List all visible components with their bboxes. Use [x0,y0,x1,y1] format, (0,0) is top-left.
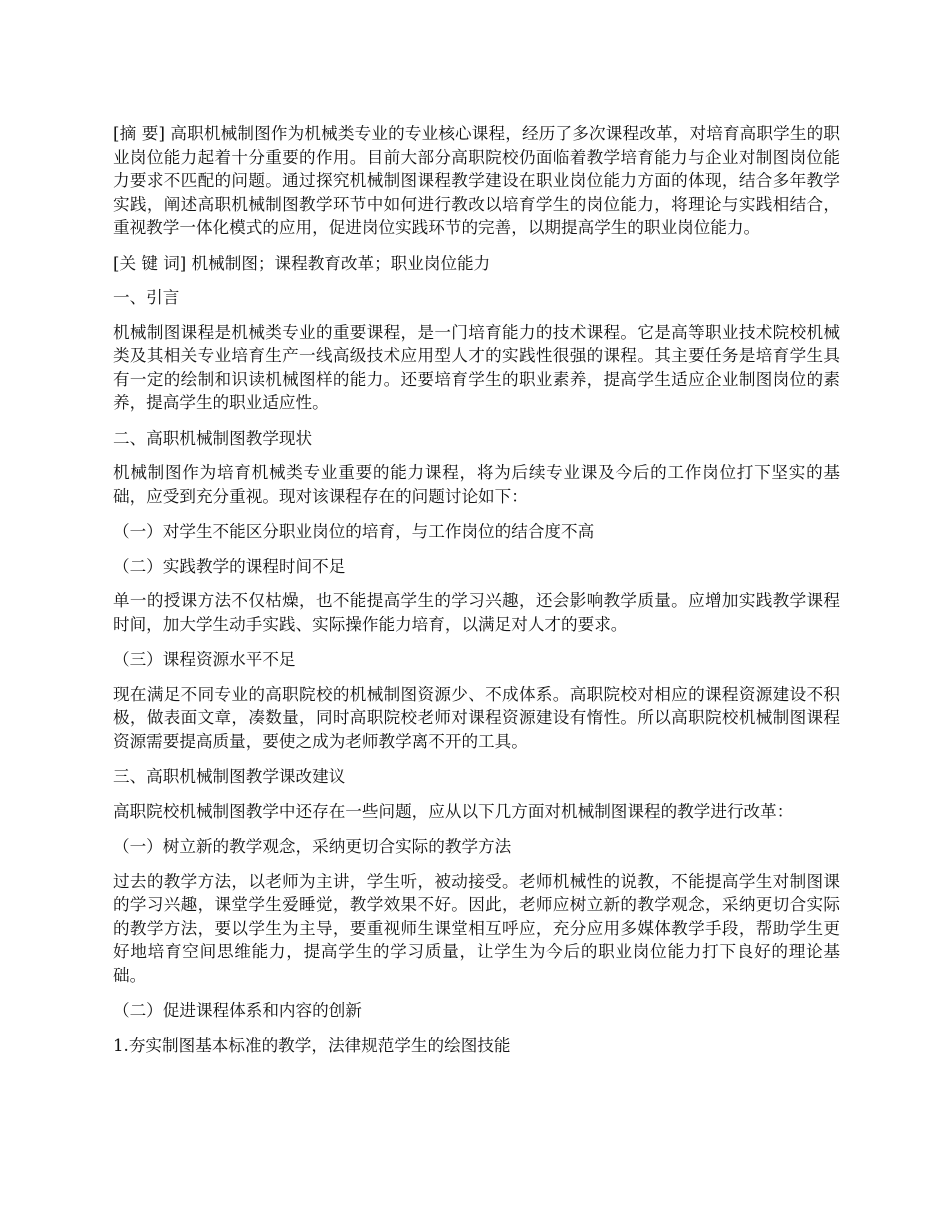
body-paragraph: 现在满足不同专业的高职院校的机械制图资源少、不成体系。高职院校对相应的课程资源建设不积极，做表面文章，凑数量，同时高职院校老师对课程资源建设有惰性。所以高职院校机械制图课程资源需要提高质量，要使之成为老师教学离不开的工具。 [113,684,840,751]
numbered-heading: 1.夯实制图基本标准的教学，法律规范学生的绘图技能 [113,1035,511,1055]
abstract-paragraph: [摘 要] 高职机械制图作为机械类专业的专业核心课程，经历了多次课程改革，对培育高职学生的职业岗位能力起着十分重要的作用。目前大部分高职院校仍面临着教学培育能力与企业对制图岗位能力要求不匹配的问题。通过探究机械制图课程教学建设在职业岗位能力方面的体现，结合多年教学实践，阐述高职机械制图教学环节中如何进行教改以培育学生的岗位能力，将理论与实践相结合，重视教学一体化模式的应用，促进岗位实践环节的完善，以期提高学生的职业岗位能力。 [113,124,840,237]
body-paragraph: 高职院校机械制图教学中还存在一些问题，应从以下几方面对机械制图课程的教学进行改革： [113,801,794,821]
keywords-line: [关 键 词] 机械制图；课程教育改革；职业岗位能力 [113,253,491,273]
subsection-heading: （一）树立新的教学观念，采纳更切合实际的教学方法 [113,837,512,856]
section-heading-status: 二、高职机械制图教学现状 [113,428,313,448]
body-paragraph: 单一的授课方法不仅枯燥，也不能提高学生的学习兴趣，还会影响教学质量。应增加实践教学课程时间，加大学生动手实践、实际操作能力培育，以满足对人才的要求。 [113,591,840,634]
body-paragraph: 过去的教学方法，以老师为主讲，学生听，被动接受。老师机械性的说教，不能提高学生对制图课的学习兴趣，课堂学生爱睡觉，教学效果不好。因此，老师应树立新的教学观念，采纳更切合实际的教学方法，要以学生为主导，要重视师生课堂相互呼应，充分应用多媒体教学手段，帮助学生更好地培育空间思维能力，提高学生的学习质量，让学生为今后的职业岗位能力打下良好的理论基础。 [113,871,840,985]
section-heading-intro: 一、引言 [113,288,180,307]
body-paragraph: 机械制图作为培育机械类专业重要的能力课程，将为后续专业课及今后的工作岗位打下坚实的基础，应受到充分重视。现对该课程存在的问题讨论如下： [113,463,840,506]
body-paragraph: 机械制图课程是机械类专业的重要课程，是一门培育能力的技术课程。它是高等职业技术院校机械类及其相关专业培育生产一线高级技术应用型人才的实践性很强的课程。其主要任务是培育学生具有一定的绘制和识读机械图样的能力。还要培育学生的职业素养，提高学生适应企业制图岗位的素养，提高学生的职业适应性。 [113,322,840,412]
subsection-heading: （一）对学生不能区分职业岗位的培育，与工作岗位的结合度不高 [113,522,595,541]
section-heading-suggestions: 三、高职机械制图教学课改建议 [113,767,346,786]
subsection-heading: （二）实践教学的课程时间不足 [113,556,346,576]
subsection-heading: （三）课程资源水平不足 [113,650,296,669]
subsection-heading: （二）促进课程体系和内容的创新 [113,1001,362,1020]
document-page [113,122,840,1068]
